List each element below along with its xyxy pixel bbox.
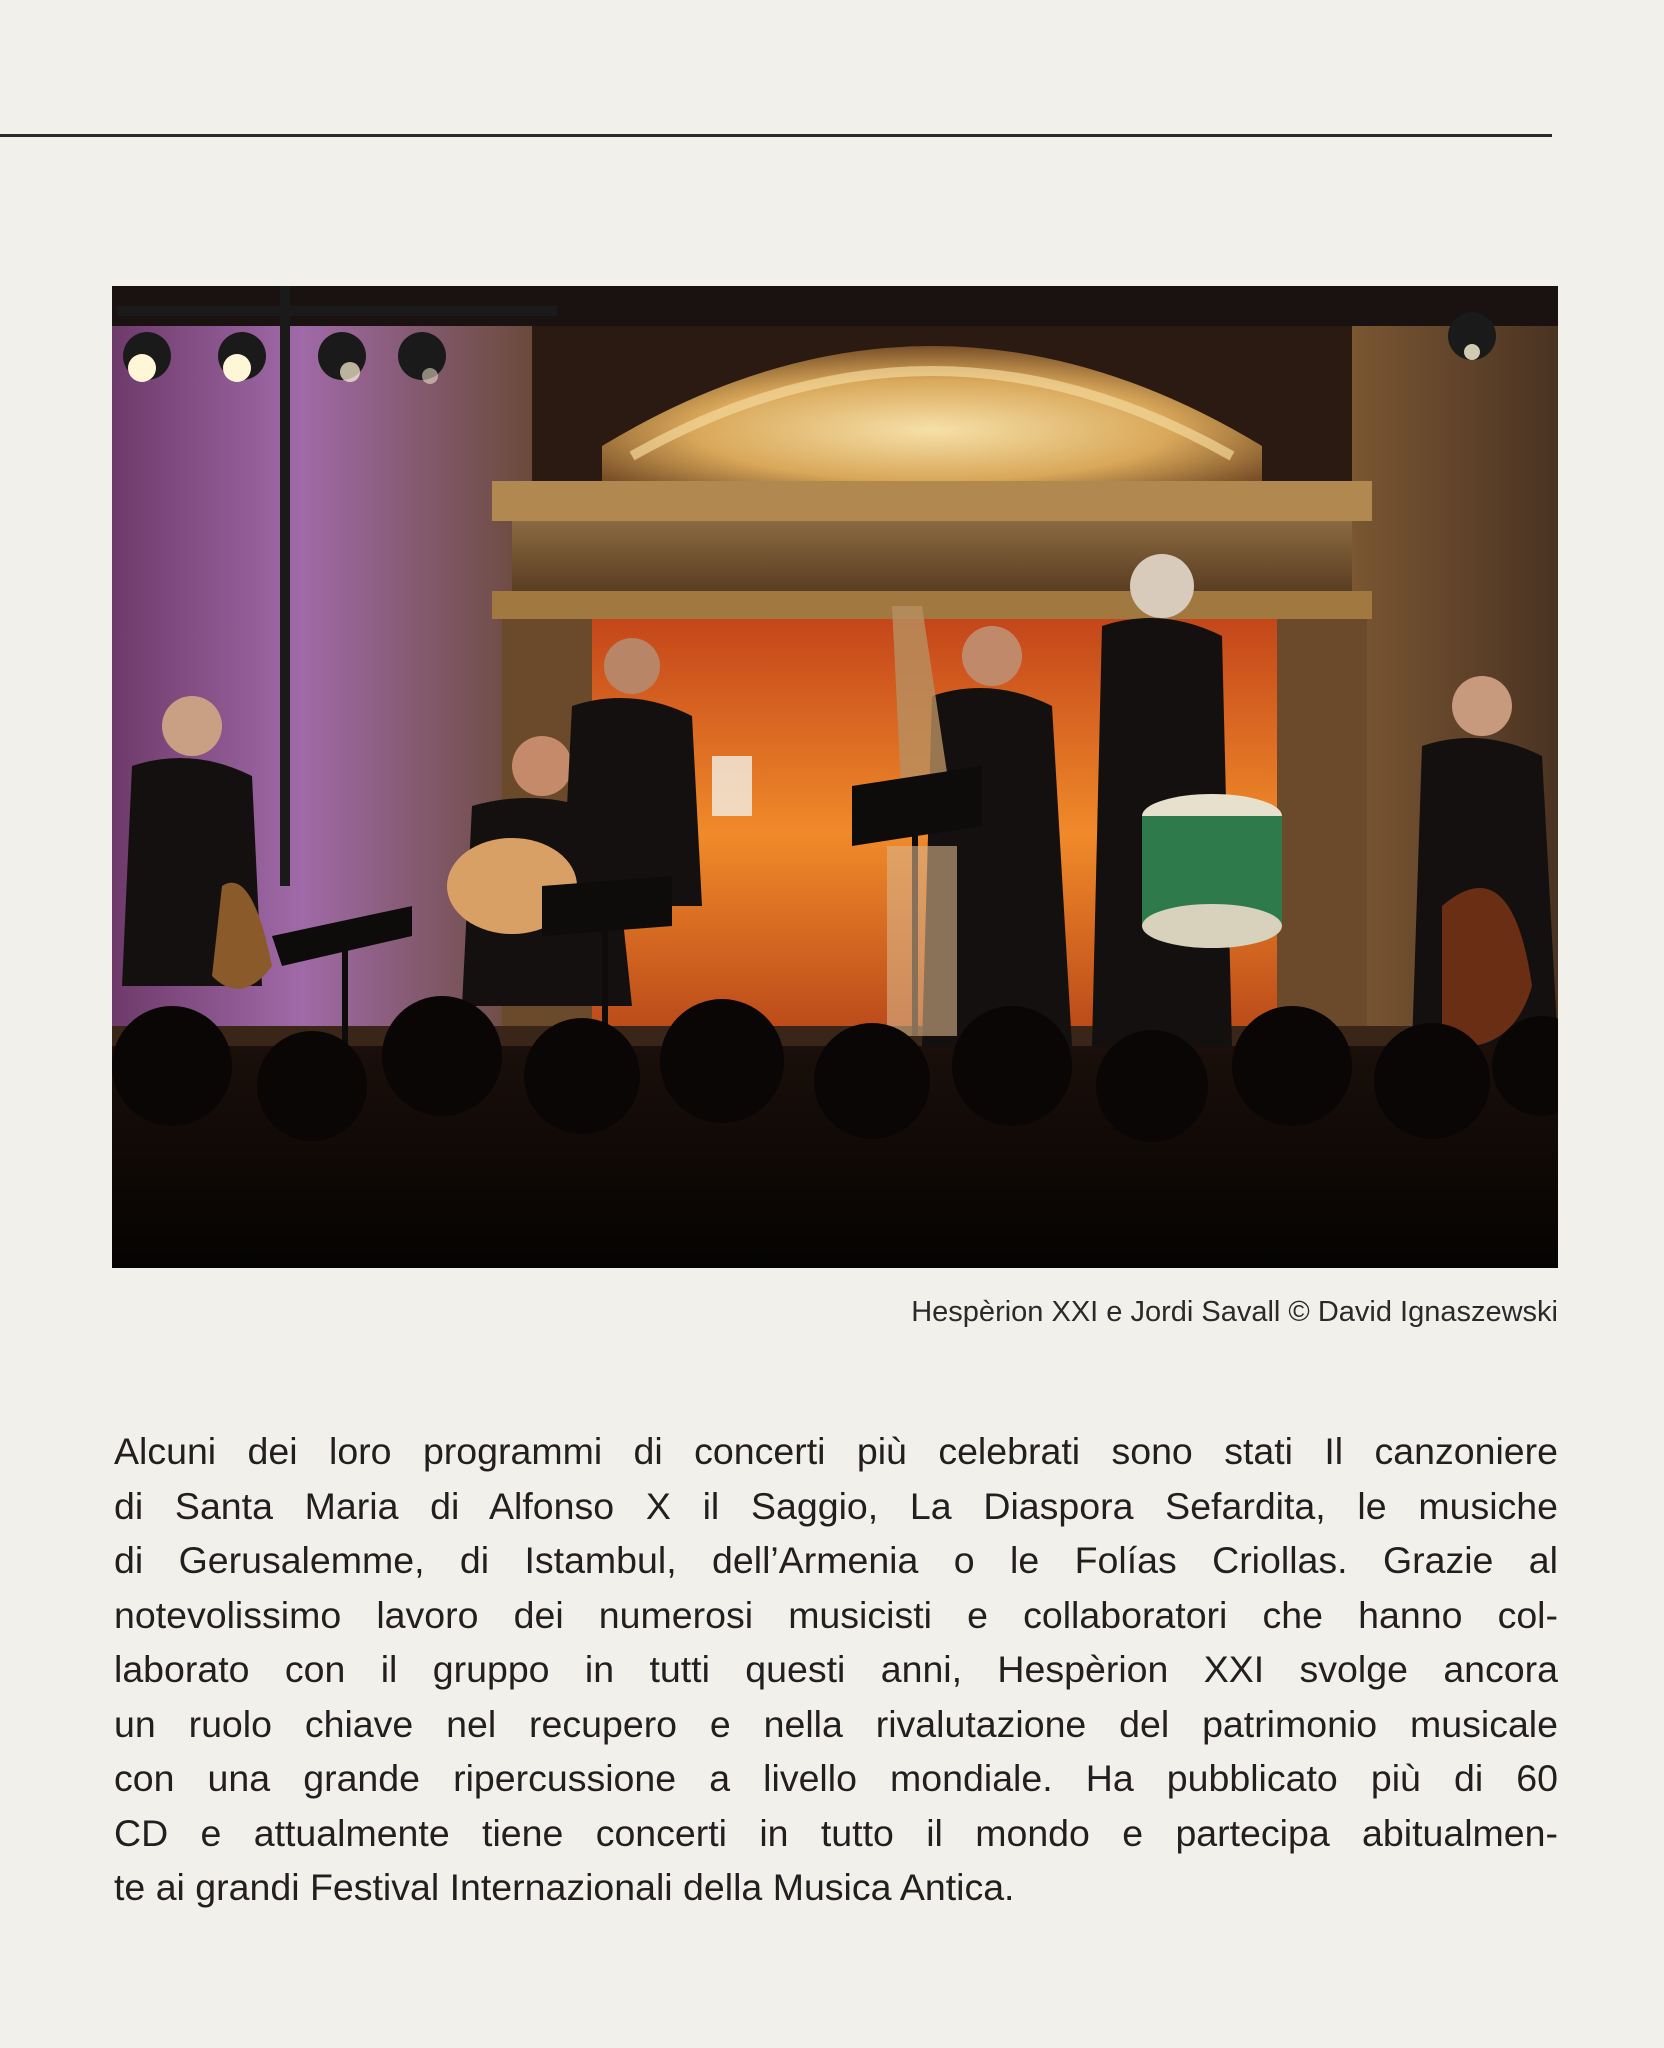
- body-paragraph: [114, 1424, 1558, 1915]
- body-line: di Gerusalemme, di Istambul, dell’Armenia o le Folías Criollas. Grazie al: [114, 1539, 1558, 1581]
- body-line: di Santa Maria di Alfonso X il Saggio, La Diaspora Sefardita, le musiche: [114, 1484, 1558, 1527]
- concert-photo: [112, 286, 1558, 1268]
- photo-caption: Hespèrion XXI e Jordi Savall © David Ignaszewski: [911, 1296, 1558, 1328]
- body-line: laborato con il gruppo in tutti questi anni, Hespèrion XXI svolge ancora: [114, 1648, 1558, 1690]
- body-line: te ai grandi Festival Internazionali della Musica Antica.: [114, 1866, 1015, 1908]
- body-line: con una grande ripercussione a livello mondiale. Ha pubblicato più di 60: [114, 1757, 1558, 1799]
- body-line: Alcuni dei loro programmi di concerti più celebrati sono stati Il canzoniere: [114, 1430, 1558, 1472]
- body-line: notevolissimo lavoro dei numerosi musicisti e collaboratori che hanno col-: [114, 1593, 1558, 1636]
- body-line: CD e attualmente tiene concerti in tutto il mondo e partecipa abitualmen-: [114, 1811, 1558, 1854]
- body-line: un ruolo chiave nel recupero e nella rivalutazione del patrimonio musicale: [114, 1702, 1558, 1745]
- top-rule: [0, 134, 1552, 137]
